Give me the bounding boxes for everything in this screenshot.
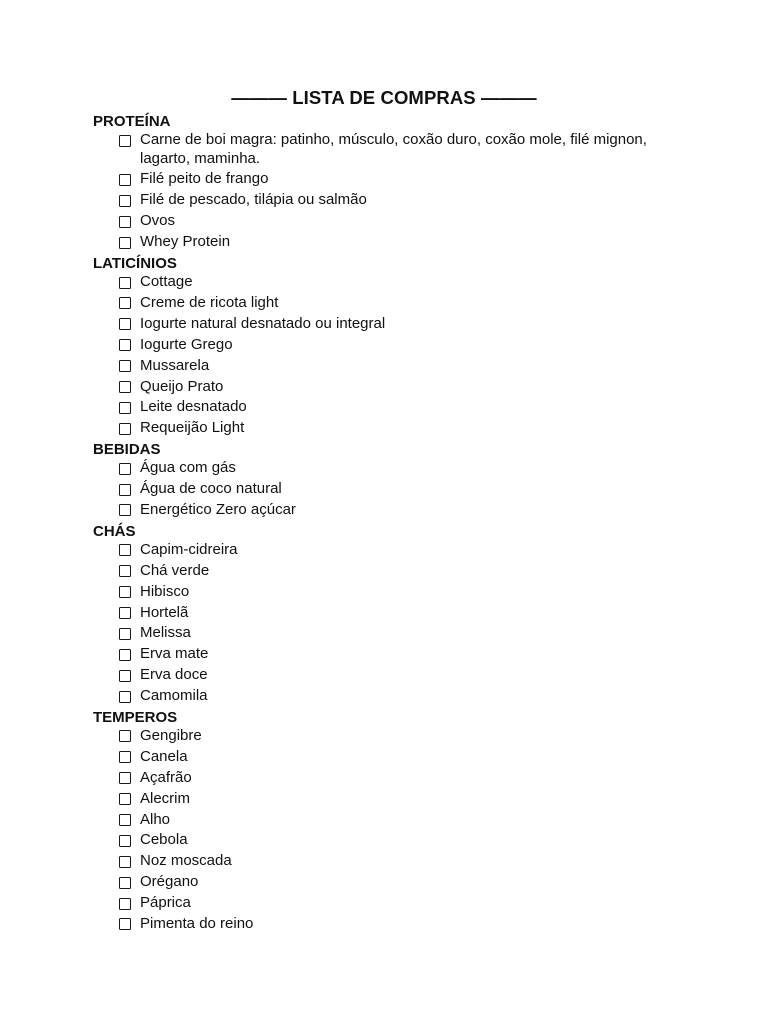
list-item <box>93 419 768 438</box>
checkbox[interactable] <box>119 730 131 742</box>
list-item <box>93 336 768 355</box>
checkbox[interactable] <box>119 856 131 868</box>
section <box>93 112 768 252</box>
list-item <box>93 459 768 478</box>
list-item <box>93 501 768 520</box>
list-item <box>93 191 768 210</box>
list-item <box>93 873 768 892</box>
list-item <box>93 852 768 871</box>
item-label: Leite desnatado <box>140 398 247 416</box>
checkbox[interactable] <box>119 649 131 661</box>
item-label: Canela <box>140 747 188 765</box>
section-heading: CHÁS <box>93 522 136 540</box>
checkbox[interactable] <box>119 381 131 393</box>
checkbox[interactable] <box>119 793 131 805</box>
checkbox[interactable] <box>119 135 131 147</box>
item-label: Alho <box>140 810 171 828</box>
item-label: Filé peito de frango <box>140 170 269 188</box>
item-label: Água com gás <box>140 459 236 477</box>
checkbox[interactable] <box>119 772 131 784</box>
list-item <box>93 645 768 664</box>
checklist <box>93 727 768 934</box>
checklist <box>93 541 768 706</box>
section <box>93 254 768 438</box>
checkbox[interactable] <box>119 835 131 847</box>
checkbox[interactable] <box>119 918 131 930</box>
list-item <box>93 769 768 788</box>
item-label: Creme de ricota light <box>140 293 279 311</box>
checkbox[interactable] <box>119 607 131 619</box>
list-item <box>93 811 768 830</box>
item-label: Erva mate <box>140 645 209 663</box>
checkbox[interactable] <box>119 586 131 598</box>
checkbox[interactable] <box>119 402 131 414</box>
item-label: Hortelã <box>140 603 189 621</box>
item-label: Iogurte natural desnatado ou integral <box>140 314 386 332</box>
checkbox[interactable] <box>119 339 131 351</box>
list-item <box>93 315 768 334</box>
checkbox[interactable] <box>119 504 131 516</box>
checkbox[interactable] <box>119 423 131 435</box>
list-item <box>93 915 768 934</box>
checkbox[interactable] <box>119 751 131 763</box>
checkbox[interactable] <box>119 174 131 186</box>
item-label: Camomila <box>140 687 208 705</box>
checklist <box>93 459 768 519</box>
item-label: Alecrim <box>140 789 191 807</box>
list-item <box>93 831 768 850</box>
list-item <box>93 748 768 767</box>
list-item <box>93 666 768 685</box>
checkbox[interactable] <box>119 565 131 577</box>
page-title: ——— LISTA DE COMPRAS ——— <box>231 87 537 108</box>
item-label: Melissa <box>140 624 191 642</box>
checkbox[interactable] <box>119 670 131 682</box>
checkbox[interactable] <box>119 463 131 475</box>
list-item <box>93 894 768 913</box>
checklist <box>93 131 768 252</box>
section-heading: LATICÍNIOS <box>93 255 177 273</box>
list-item <box>93 624 768 643</box>
checklist <box>93 273 768 438</box>
list-item <box>93 790 768 809</box>
item-label: Hibisco <box>140 582 190 600</box>
checkbox[interactable] <box>119 628 131 640</box>
checkbox[interactable] <box>119 277 131 289</box>
section-heading: TEMPEROS <box>93 708 178 726</box>
item-label: Whey Protein <box>140 233 231 251</box>
list-item <box>93 583 768 602</box>
item-label: Páprica <box>140 894 191 912</box>
item-label: Carne de boi magra: patinho, músculo, coxão duro, coxão mole, filé mignon, lagarto, maminha. <box>140 131 647 167</box>
section-heading: BEBIDAS <box>93 441 161 459</box>
item-label: Orégano <box>140 873 199 891</box>
list-item <box>93 294 768 313</box>
checkbox[interactable] <box>119 484 131 496</box>
list-item <box>93 687 768 706</box>
item-label: Água de coco natural <box>140 480 282 498</box>
section <box>93 440 768 519</box>
item-label: Queijo Prato <box>140 377 224 395</box>
list-item <box>93 480 768 499</box>
list-item <box>93 170 768 189</box>
checkbox[interactable] <box>119 237 131 249</box>
item-label: Filé de pescado, tilápia ou salmão <box>140 191 367 209</box>
checkbox[interactable] <box>119 544 131 556</box>
section <box>93 522 768 706</box>
checkbox[interactable] <box>119 216 131 228</box>
list-item <box>93 273 768 292</box>
checkbox[interactable] <box>119 691 131 703</box>
list-item <box>93 233 768 252</box>
item-label: Iogurte Grego <box>140 335 233 353</box>
checkbox[interactable] <box>119 814 131 826</box>
item-label: Requeijão Light <box>140 419 245 437</box>
item-label: Ovos <box>140 212 176 230</box>
item-label: Energético Zero açúcar <box>140 500 296 518</box>
list-item <box>93 131 768 168</box>
checkbox[interactable] <box>119 877 131 889</box>
shopping-list <box>93 112 768 934</box>
item-label: Cebola <box>140 831 188 849</box>
list-item <box>93 212 768 231</box>
item-label: Erva doce <box>140 666 208 684</box>
item-label: Mussarela <box>140 356 210 374</box>
checkbox[interactable] <box>119 297 131 309</box>
item-label: Pimenta do reino <box>140 914 254 932</box>
list-item <box>93 378 768 397</box>
checkbox[interactable] <box>119 318 131 330</box>
list-item <box>93 604 768 623</box>
item-label: Cottage <box>140 273 193 291</box>
checkbox[interactable] <box>119 360 131 372</box>
section <box>93 708 768 934</box>
checkbox[interactable] <box>119 898 131 910</box>
list-item <box>93 727 768 746</box>
list-item <box>93 357 768 376</box>
list-item <box>93 562 768 581</box>
item-label: Capim-cidreira <box>140 540 238 558</box>
item-label: Noz moscada <box>140 852 232 870</box>
checkbox[interactable] <box>119 195 131 207</box>
item-label: Chá verde <box>140 561 210 579</box>
list-item <box>93 398 768 417</box>
section-heading: PROTEÍNA <box>93 113 171 130</box>
list-item <box>93 541 768 560</box>
item-label: Gengibre <box>140 726 202 744</box>
item-label: Açafrão <box>140 768 192 786</box>
